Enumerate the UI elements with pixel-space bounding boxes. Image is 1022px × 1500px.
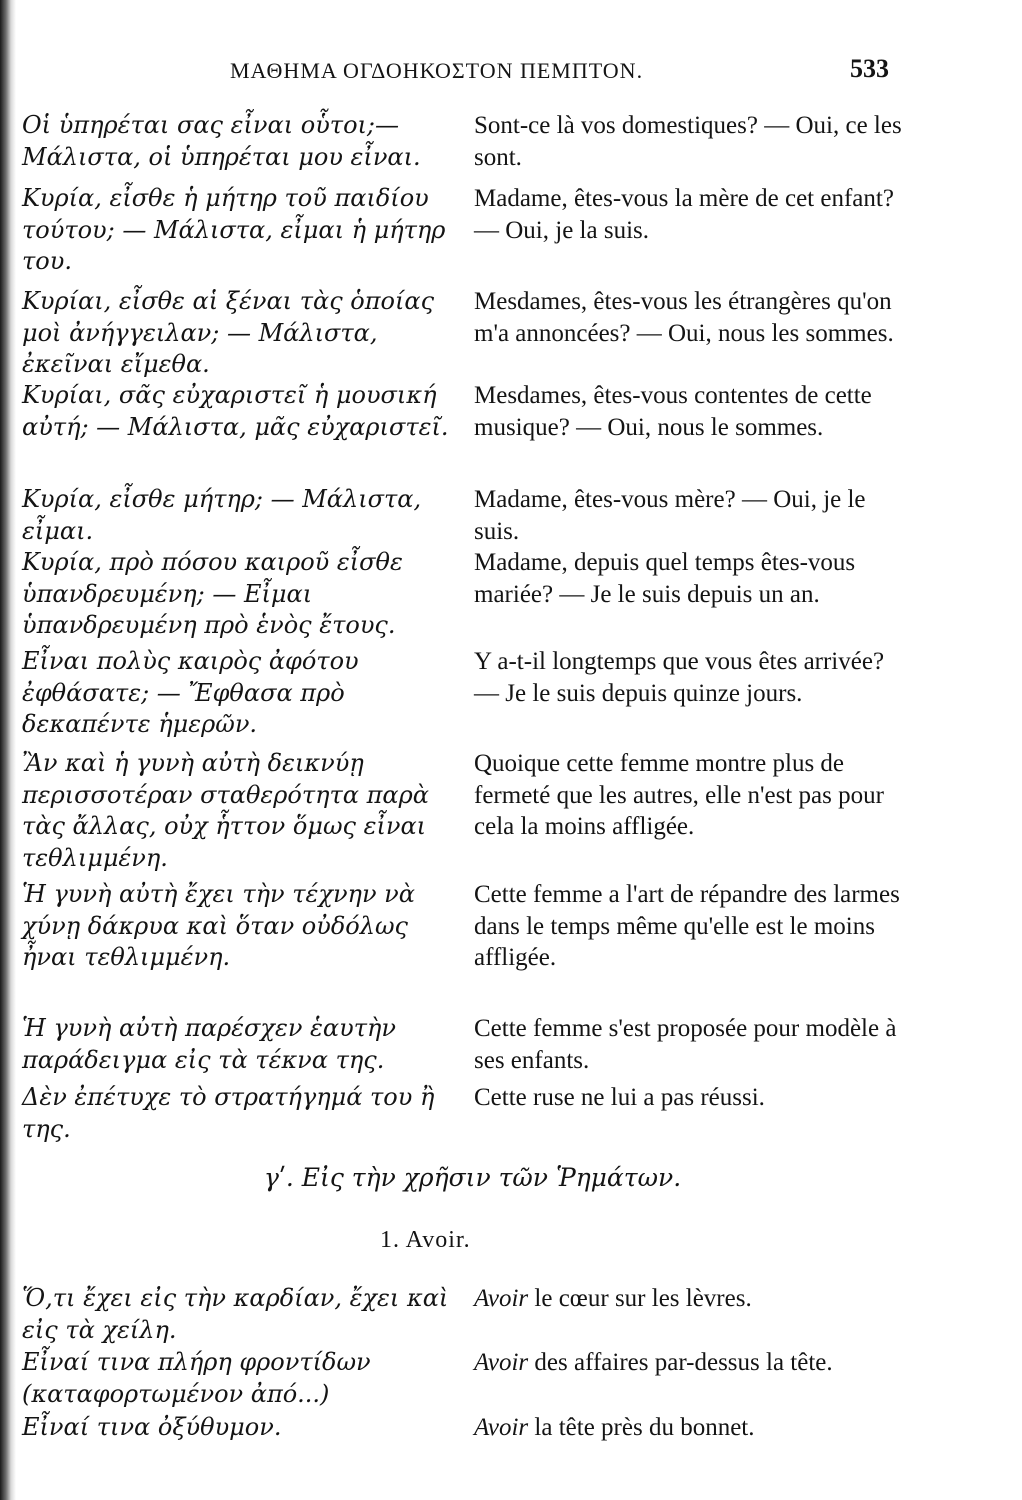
greek-entry: Κυρία, πρὸ πόσου καιροῦ εἶσθε ὑπανδρευμένη; — Εἶμαι ὑπανδρευμένη πρὸ ἑνὸς ἔτους.: [22, 548, 403, 639]
greek-entry: Ὅ,τι ἔχει εἰς τὴν καρδίαν, ἔχει καὶ εἰς τὰ χείλη.: [22, 1284, 449, 1344]
french-entry: Cette femme a l'art de répandre des larmes dans le temps même qu'elle est le moins affligée.: [474, 881, 900, 971]
french-entry: Madame, êtes-vous la mère de cet enfant? — Oui, je la suis.: [474, 185, 894, 244]
greek-entry: Ἂν καὶ ἡ γυνὴ αὐτὴ δεικνύῃ περισσοτέραν σταθερότητα παρὰ τὰς ἄλλας, οὐχ ἧττον ὅμως εἶναι τεθλιμμένη.: [22, 749, 429, 872]
french-entry: [474, 1412, 904, 1444]
greek-entry: Ἡ γυνὴ αὐτὴ παρέσχεν ἑαυτὴν παράδειγμα εἰς τὰ τέκνα της.: [22, 1014, 396, 1074]
french-entry-rest: le cœur sur les lèvres.: [534, 1285, 752, 1312]
greek-entry: Κυρίαι, εἶσθε αἱ ξέναι τὰς ὁποίας μοὶ ἀνήγγειλαν; — Μάλιστα, ἐκεῖναι εἴμεθα.: [22, 287, 435, 378]
french-entry-lead: Avoir: [474, 1349, 529, 1376]
french-entry: Madame, êtes-vous mère? — Oui, je le suis.: [474, 486, 866, 545]
page-number: 533: [850, 54, 889, 83]
french-entry: [474, 1347, 904, 1379]
french-entry: Quoique cette femme montre plus de fermeté que les autres, elle n'est pas pour cela la moins affligée.: [474, 750, 884, 840]
running-header-title: ΜΑΘΗΜΑ ΟΓΔΟΗΚΟΣΤΟΝ ΠΕΜΠΤΟΝ.: [230, 58, 644, 83]
greek-entry: Κυρία, εἶσθε ἡ μήτηρ τοῦ παιδίου τούτου; — Μάλιστα, εἶμαι ἡ μήτηρ του.: [22, 184, 446, 275]
greek-entry: Εἶναί τινα πλήρη φροντίδων (καταφορτωμένον ἀπό...): [22, 1348, 371, 1408]
french-entry-lead: Avoir: [474, 1414, 529, 1441]
french-entry: Mesdames, êtes-vous les étrangères qu'on m'a annoncées? — Oui, nous les sommes.: [474, 288, 894, 347]
section-heading: γʹ. Εἰς τὴν χρῆσιν τῶν Ῥημάτων.: [264, 1163, 682, 1192]
greek-entry: Εἶναί τινα ὀξύθυμον.: [22, 1413, 282, 1441]
french-entry-rest: la tête près du bonnet.: [534, 1414, 755, 1441]
french-entry: Y a-t-il longtemps que vous êtes arrivée? — Je le suis depuis quinze jours.: [474, 648, 885, 707]
french-entry: [474, 1283, 904, 1315]
greek-entry: Εἶναι πολὺς καιρὸς ἀφότου ἐφθάσατε; — Ἔφθασα πρὸ δεκαπέντε ἡμερῶν.: [22, 647, 359, 738]
greek-entry: Κυρία, εἶσθε μήτηρ; — Μάλιστα, εἶμαι.: [22, 485, 422, 545]
french-entry: Sont-ce là vos domestiques? — Oui, ce les sont.: [474, 112, 902, 171]
greek-entry: Κυρίαι, σᾶς εὐχαριστεῖ ἡ μουσική αὐτή; — Μάλιστα, μᾶς εὐχαριστεῖ.: [22, 381, 449, 441]
french-entry: Mesdames, êtes-vous contentes de cette musique? — Oui, nous le sommes.: [474, 382, 872, 441]
greek-entry: Ἡ γυνὴ αὐτὴ ἔχει τὴν τέχνην νὰ χύνῃ δάκρυα καὶ ὅταν οὐδόλως ἦναι τεθλιμμένη.: [22, 880, 415, 971]
french-entry: Cette femme s'est proposée pour modèle à ses enfants.: [474, 1015, 897, 1074]
french-entry-lead: Avoir: [474, 1285, 529, 1312]
greek-entry: Οἱ ὑπηρέται σας εἶναι οὗτοι;— Μάλιστα, οἱ ὑπηρέται μου εἶναι.: [22, 111, 421, 171]
greek-entry: Δὲν ἐπέτυχε τὸ στρατήγημά του ἢ της.: [22, 1083, 435, 1143]
french-entry: Cette ruse ne lui a pas réussi.: [474, 1084, 765, 1111]
french-entry: Madame, depuis quel temps êtes-vous mariée? — Je le suis depuis un an.: [474, 549, 856, 608]
french-entry-rest: des affaires par-dessus la tête.: [534, 1349, 833, 1376]
section-subheading: 1. Avoir.: [380, 1227, 471, 1253]
